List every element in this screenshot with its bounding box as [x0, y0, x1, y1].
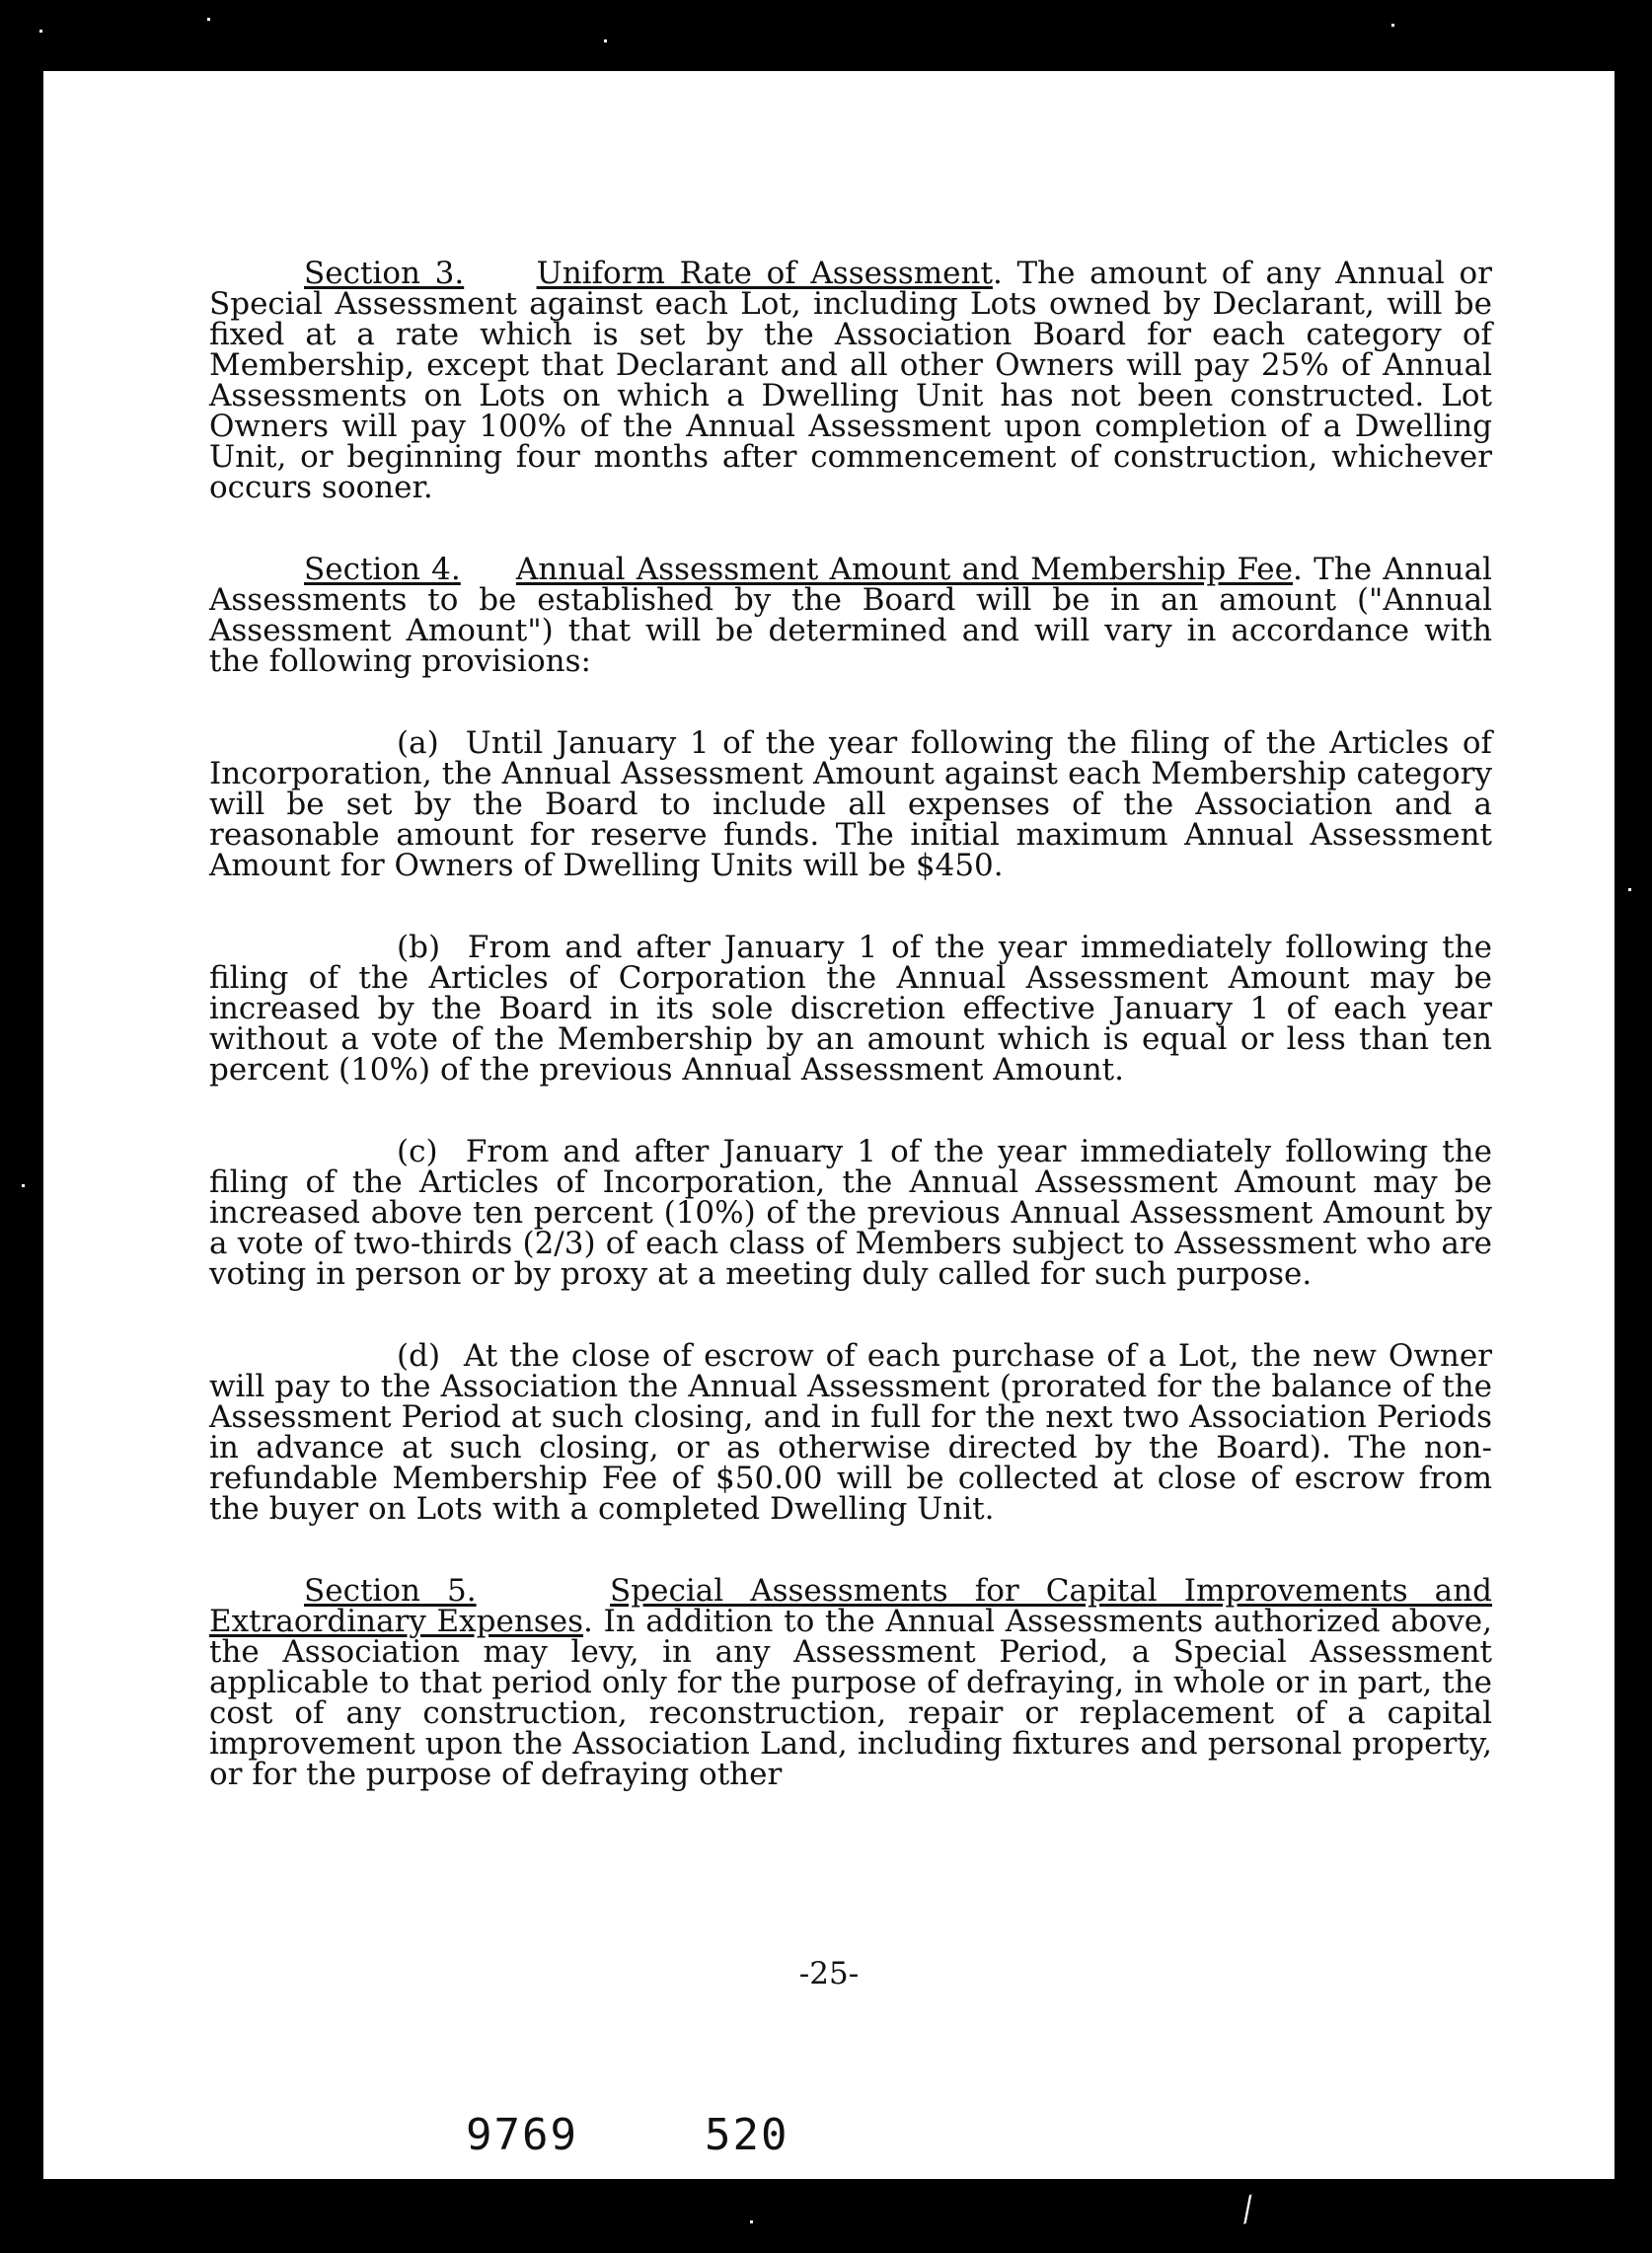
item-d-text: At the close of escrow of each purchase of a Lot, the new Owner will pay to the Association the Annual Assessment (prorated for the balance of the Assessment Period at such closing, and in full for the next two Association Periods in advance at such closing, or as otherwise directed by the Board). The non-refundable Membership Fee of $50.00 will be collected at close of escrow from the buyer on Lots with a completed Dwelling Unit.: [209, 1338, 1492, 1527]
document-body: [209, 256, 1492, 1792]
scan-speck: [22, 1184, 25, 1187]
scan-speck: [604, 39, 607, 42]
section-3-title: Uniform Rate of Assessment: [536, 256, 993, 291]
section-3-body: . The amount of any Annual or Special Assessment against each Lot, including Lots owned by Declarant, will be fixed at a rate which is set by the Association Board for each category of Membership, except that Declarant and all other Owners will pay 25% of Annual Assessments on Lots on which a Dwelling Unit has not been constructed. Lot Owners will pay 100% of the Annual Assessment upon completion of a Dwelling Unit, or beginning four months after commencement of construction, whichever occurs sooner.: [209, 256, 1492, 505]
item-a-marker: (a): [397, 725, 439, 761]
item-c-text: From and after January 1 of the year immediately following the filing of the Articles of Incorporation, the Annual Assessment Amount may be increased above ten percent (10%) of the previous Annual Assessment Amount by a vote of two-thirds (2/3) of each class of Members subject to Assessment who are voting in person or by proxy at a meeting duly called for such purpose.: [209, 1134, 1492, 1292]
scan-speck: [1628, 888, 1631, 891]
scan-speck: [39, 30, 42, 33]
section-5-paragraph: [209, 1573, 1492, 1792]
item-d-paragraph: [209, 1338, 1492, 1527]
item-b-marker: (b): [397, 930, 441, 965]
section-4-title: Annual Assessment Amount and Membership Fee: [515, 552, 1293, 587]
scan-speck: [1391, 24, 1394, 27]
item-c-paragraph: [209, 1134, 1492, 1292]
section-5-title: Special Assessments for Capital Improvements and Extraordinary Expenses: [209, 1573, 1492, 1639]
scan-speck: [207, 18, 210, 21]
section-4-body: . The Annual Assessments to be established by the Board will be in an amount ("Annual Assessment Amount") that will be determined and will vary in accordance with the following provisions:: [209, 552, 1492, 679]
section-4-heading: Section 4.: [304, 552, 461, 587]
section-5-heading: Section 5.: [304, 1573, 477, 1609]
section-4-paragraph: [209, 552, 1492, 679]
item-b-paragraph: [209, 930, 1492, 1088]
item-a-text: Until January 1 of the year following the filing of the Articles of Incorporation, the Annual Assessment Amount against each Membership category will be set by the Board to include all expenses of the Association and a reasonable amount for reserve funds. The initial maximum Annual Assessment Amount for Owners of Dwelling Units will be $450.: [209, 725, 1492, 883]
item-b-text: From and after January 1 of the year immediately following the filing of the Articles of Corporation the Annual Assessment Amount may be increased by the Board in its sole discretion effective January 1 of each year without a vote of the Membership by an amount which is equal or less than ten percent (10%) of the previous Annual Assessment Amount.: [209, 930, 1492, 1088]
item-c-marker: (c): [397, 1134, 438, 1169]
pen-mark-icon: ⁄: [1239, 2191, 1258, 2230]
section-3-paragraph: [209, 256, 1492, 505]
document-page: [43, 71, 1614, 2179]
item-d-marker: (d): [397, 1338, 441, 1374]
scan-speck: [750, 2220, 753, 2223]
section-5-body: . In addition to the Annual Assessments authorized above, the Association may levy, in any Assessment Period, a Special Assessment applicable to that period only for the purpose of defraying, in whole or in part, the cost of any construction, reconstruction, repair or replacement of a capital improvement upon the Association Land, including fixtures and personal property, or for the purpose of defraying other: [209, 1604, 1492, 1792]
section-3-heading: Section 3.: [304, 256, 465, 291]
document-stamp-number: 9769: [466, 2110, 578, 2160]
item-a-paragraph: [209, 725, 1492, 883]
document-stamp-number: 520: [705, 2110, 789, 2160]
page-number: -25-: [798, 1956, 860, 1991]
